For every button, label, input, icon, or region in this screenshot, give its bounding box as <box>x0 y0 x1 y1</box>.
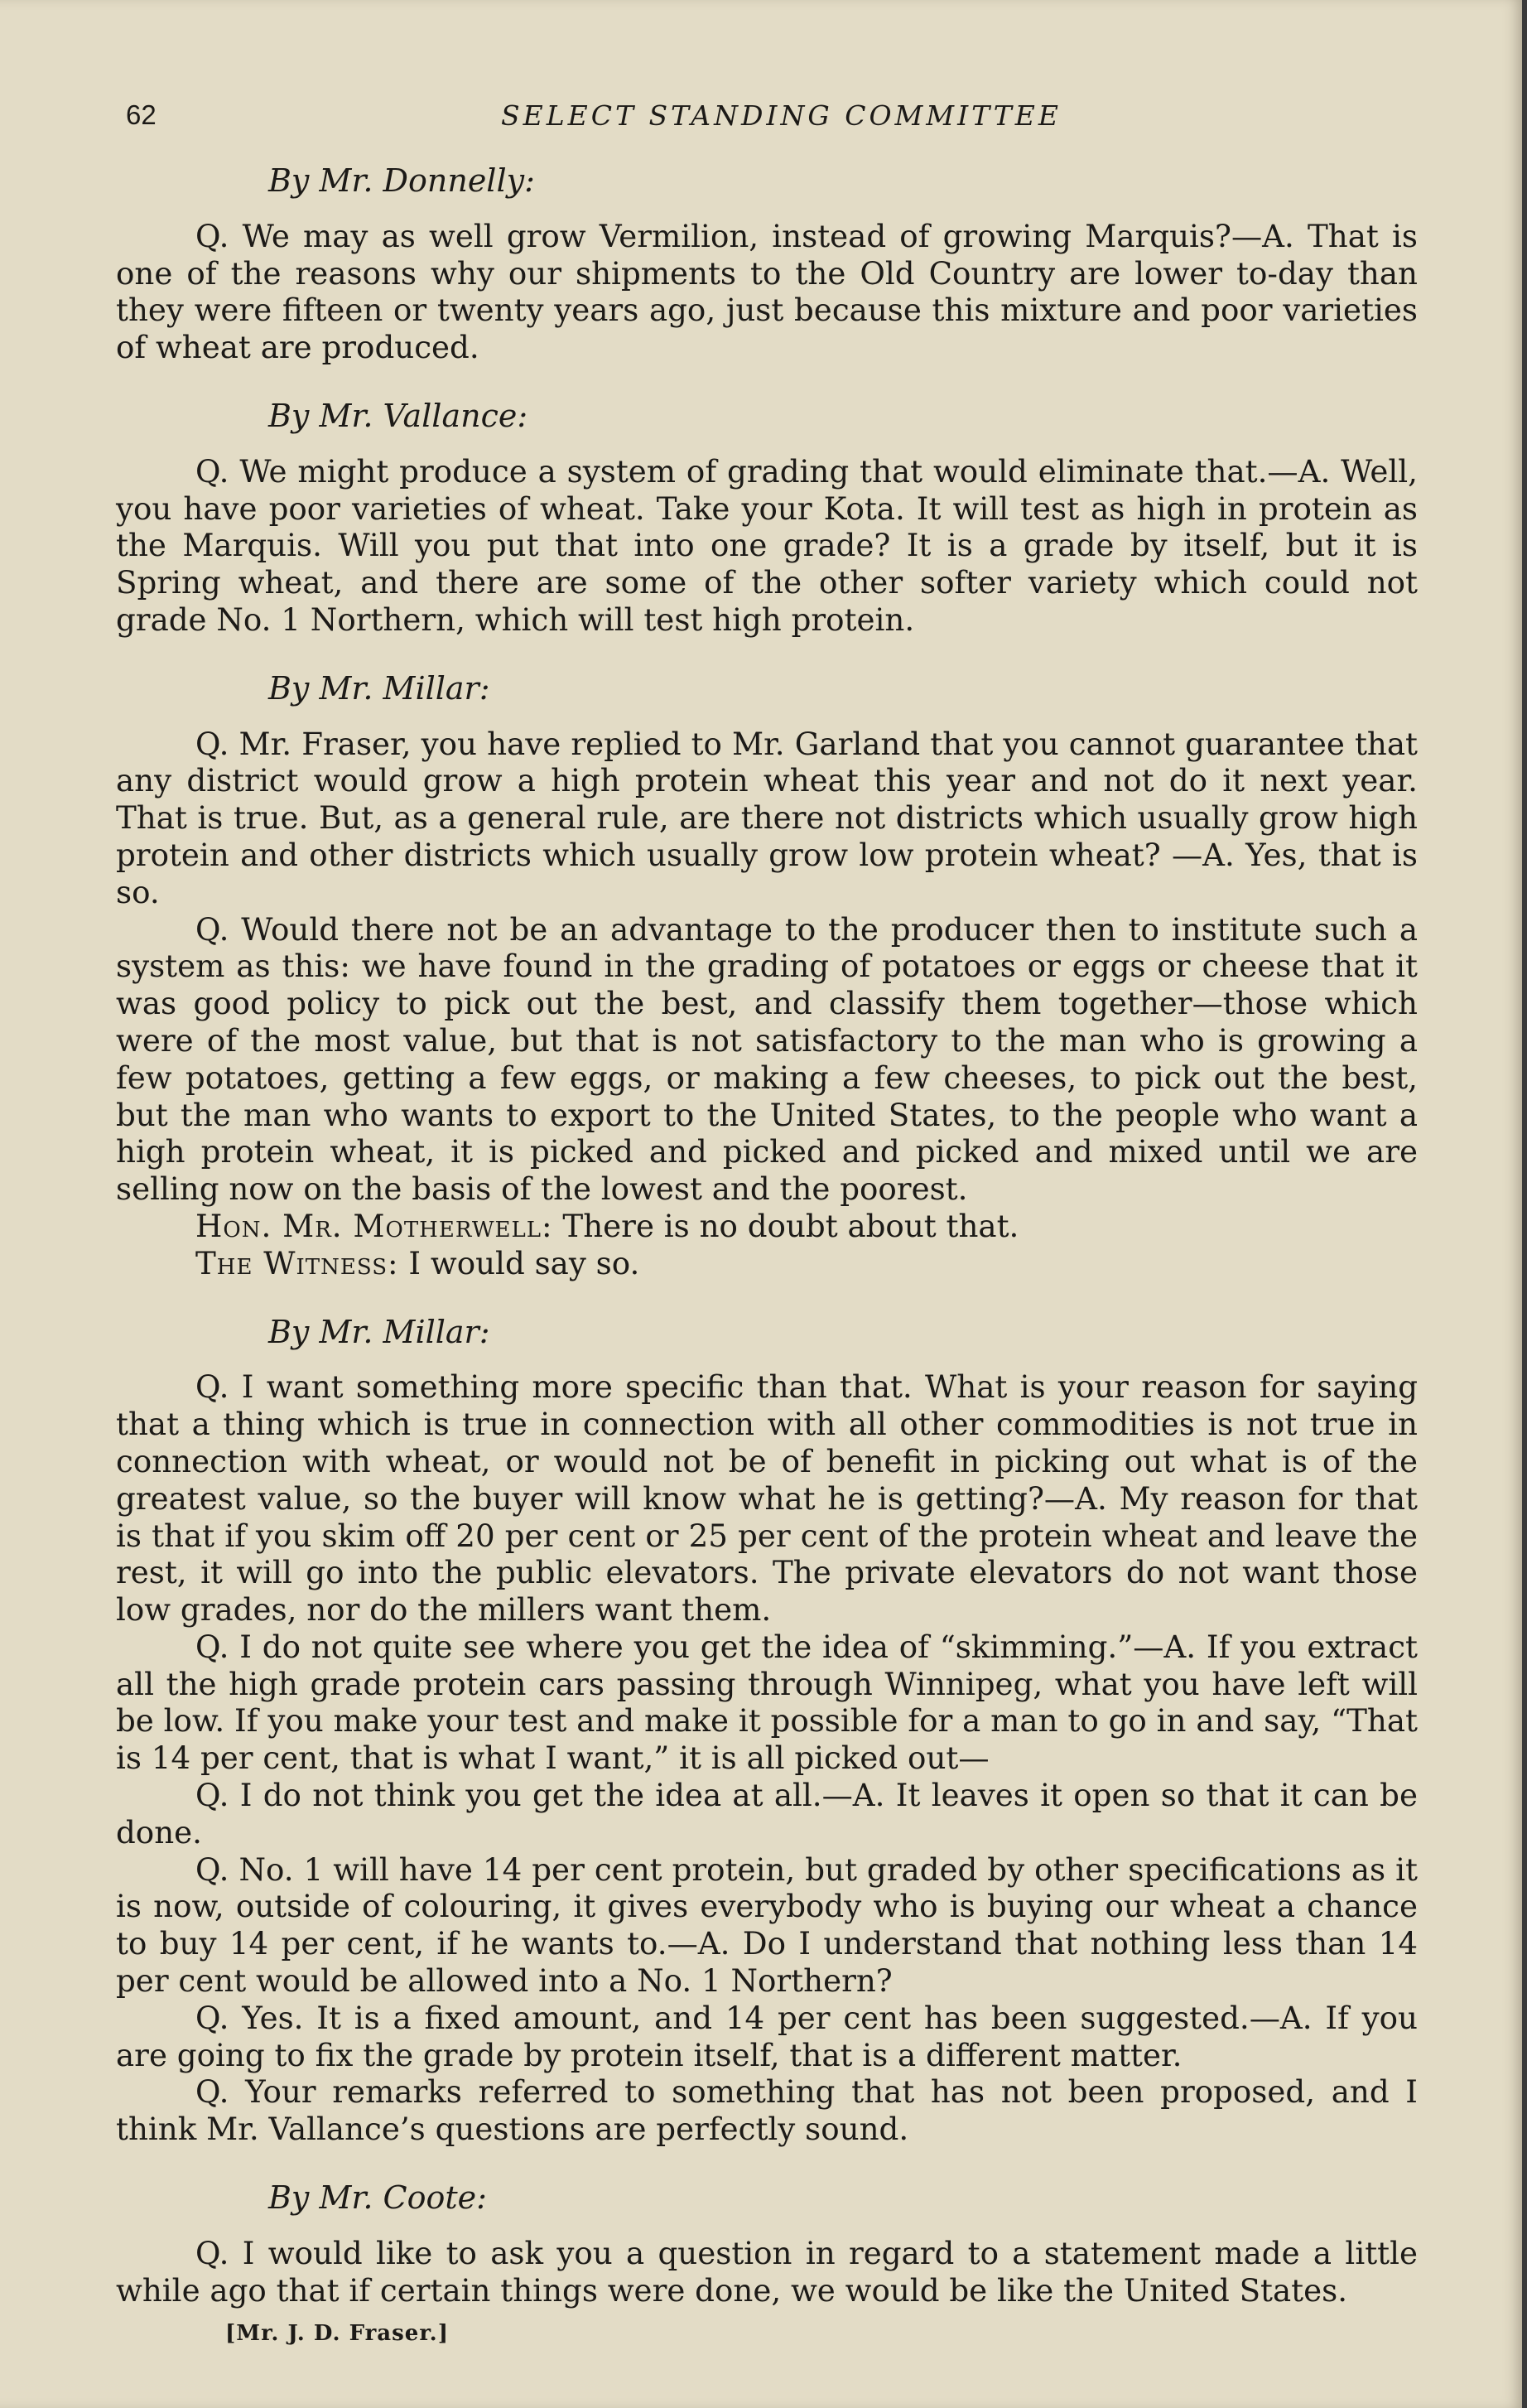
remark-speaker: The Witness: <box>195 1244 399 1281</box>
remark-speaker: Hon. Mr. Motherwell: <box>195 1207 553 1244</box>
page-header <box>0 99 1527 141</box>
speaker-heading: By Mr. Vallance: <box>268 397 528 434</box>
question-paragraph: Q. I would like to ask you a question in regard to a statement made a little while ago that if certain things were done, we would be like the United States. <box>116 2234 1418 2309</box>
transcript-body <box>116 162 1418 2353</box>
question-paragraph: Q. I want something more specific than that. What is your reason for saying that a thing which is true in connection with all other commodities is not true in connection with wheat, or would not be of benefit in picking out what is of the greatest value, so the buyer will know what he is getting?—A. My reason for that is that if you skim off 20 per cent or 25 per cent of the protein wheat and leave the rest, it will go into the public elevators. The private elevators do not want those low grades, nor do the millers want them. <box>116 1368 1418 1629</box>
speaker-heading: By Mr. Millar: <box>268 1313 490 1350</box>
question-paragraph: Q. Would there not be an advantage to the producer then to institute such a system as this: we have found in the grading of potatoes or eggs or cheese that it was good policy to pick out the best, and classify them together—those which were of the most value, but that is not satisfactory to the man who is growing a few potatoes, getting a few eggs, or making a few cheeses, to pick out the best, but the man who wants to export to the United States, to the people who want a high protein wheat, it is picked and picked and picked and mixed until we are selling now on the basis of the lowest and the poorest. <box>116 910 1418 1208</box>
page-number: 62 <box>126 99 157 130</box>
remark-text: There is no doubt about that. <box>562 1207 1019 1244</box>
question-paragraph: Q. No. 1 will have 14 per cent protein, but graded by other specifications as it is now, outside of colouring, it gives everybody who is buying our wheat a chance to buy 14 per cent, if he wants to.—A. Do I understand that nothing less than 14 per cent would be allowed into a No. 1 Northern? <box>116 1851 1418 2000</box>
question-paragraph: Q. I do not think you get the idea at all.—A. It leaves it open so that it can be done. <box>116 1777 1418 1851</box>
question-paragraph: Q. Your remarks referred to something that has not been proposed, and I think Mr. Vallance’s questions are perfectly sound. <box>116 2073 1418 2148</box>
remark-paragraph <box>116 1245 1418 1282</box>
speaker-heading: By Mr. Donnelly: <box>268 162 535 199</box>
speaker-heading: By Mr. Coote: <box>268 2179 487 2217</box>
question-paragraph: Q. We may as well grow Vermilion, instead of growing Marquis?—A. That is one of the reasons why our shipments to the Old Country are lower to-day than they were fifteen or twenty years ago, just because this mixture and poor varieties of wheat are produced. <box>116 217 1418 366</box>
running-head: SELECT STANDING COMMITTEE <box>501 99 1062 132</box>
question-paragraph: Q. I do not quite see where you get the idea of “skimming.”—A. If you extract all the high grade protein cars passing through Winnipeg, what you have left will be low. If you make your test and make it possible for a man to go in and say, “That is 14 per cent, that is what I want,” it is all picked out— <box>116 1628 1418 1777</box>
page-edge <box>1522 0 1527 2408</box>
remark-paragraph <box>116 1208 1418 1245</box>
remark-text: I would say so. <box>408 1244 640 1281</box>
question-paragraph: Q. Mr. Fraser, you have replied to Mr. Garland that you cannot guarantee that any district would grow a high protein wheat this year and not do it next year. That is true. But, as a general rule, are there not districts which usually grow high protein and other districts which usually grow low protein wheat? —A. Yes, that is so. <box>116 725 1418 910</box>
question-paragraph: Q. We might produce a system of grading that would eliminate that.—A. Well, you have poor varieties of wheat. Take your Kota. It will test as high in protein as the Marquis. Will you put that into one grade? It is a grade by itself, but it is Spring wheat, and there are some of the other softer variety which could not grade No. 1 Northern, which will test high protein. <box>116 452 1418 638</box>
speaker-heading: By Mr. Millar: <box>268 669 490 707</box>
witness-reference: [Mr. J. D. Fraser.] <box>225 2321 449 2347</box>
question-paragraph: Q. Yes. It is a fixed amount, and 14 per cent has been suggested.—A. If you are going to fix the grade by protein itself, that is a different matter. <box>116 1999 1418 2073</box>
